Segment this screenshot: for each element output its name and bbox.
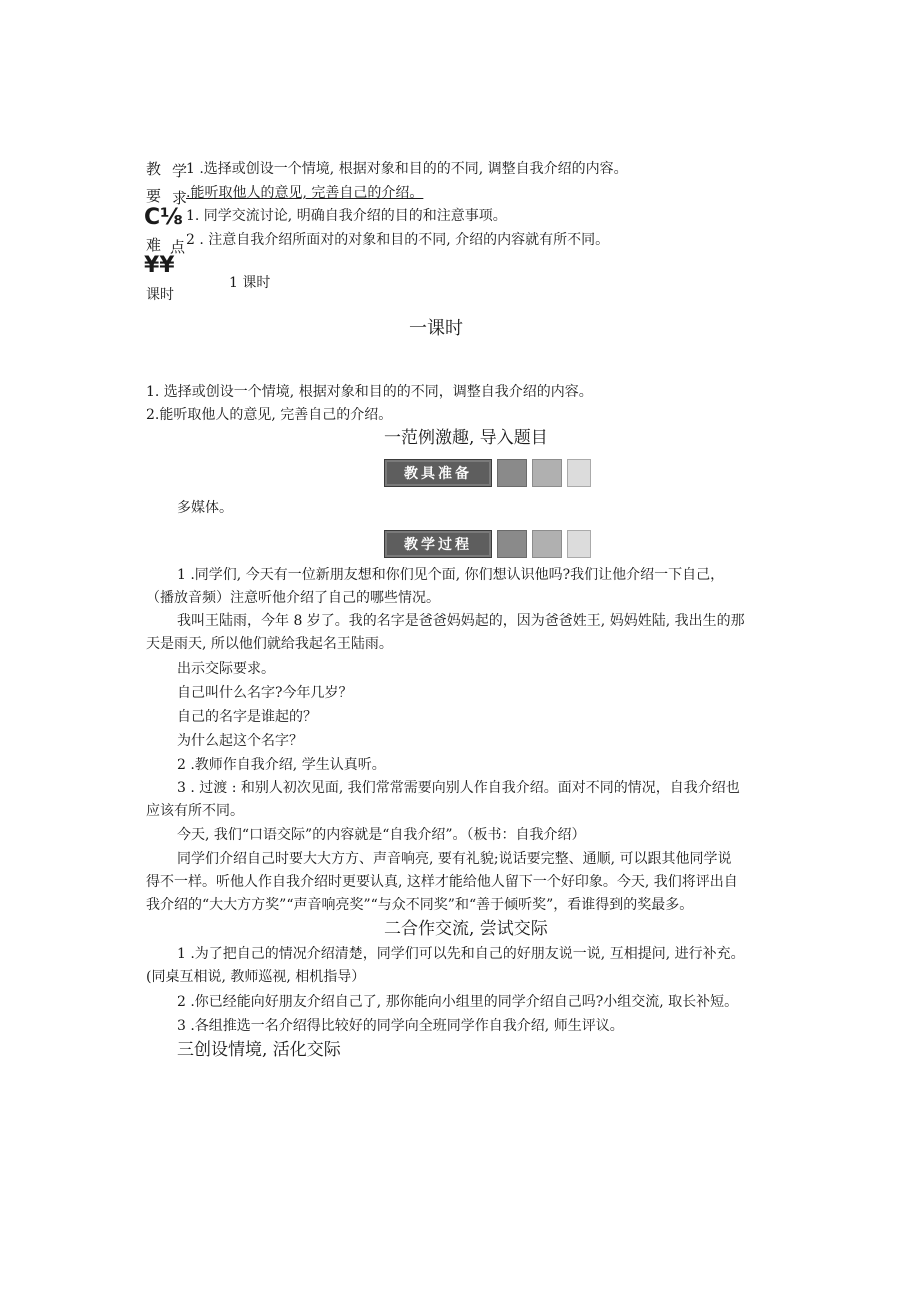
banner-tools-label: 教具准备 — [384, 459, 492, 487]
lesson-title: 一课时 — [409, 318, 463, 339]
section-1-heading: 一范例激趣, 导入题目 — [384, 428, 548, 448]
process-line: 我介绍的“大大方方奖”“声音响亮奖”“与众不同奖”和“善于倾听奖”，看谁得到的奖最多。 — [146, 897, 694, 913]
goal-1: 1. 选择或创设一个情境, 根据对象和目的的不同，调整自我介绍的内容。 — [146, 384, 593, 400]
process-line: 出示交际要求。 — [177, 661, 275, 677]
banner-block — [497, 459, 527, 487]
process-line: 2 .教师作自我介绍, 学生认真听。 — [177, 757, 386, 773]
banner-tools — [384, 459, 591, 487]
section-2-line: (同桌互相说, 教师巡视, 相机指导） — [146, 969, 366, 985]
difficulty-1: 1. 同学交流讨论, 明确自我介绍的目的和注意事项。 — [186, 208, 507, 224]
process-line: 我叫王陆雨，今年 8 岁了。我的名字是爸爸妈妈起的，因为爸爸姓王, 妈妈姓陆, 我出生的那 — [177, 613, 745, 629]
label-nan: 难 — [146, 236, 162, 254]
process-line: 得不一样。听他人作自我介绍时更要认真, 这样才能给他人留下一个好印象。今天, 我们将评出自 — [146, 874, 738, 890]
process-line: 应该有所不同。 — [146, 803, 244, 819]
difficulty-2: 2 . 注意自我介绍所面对的对象和目的不同, 介绍的内容就有所不同。 — [186, 232, 610, 248]
process-line: （播放音频）注意听他介绍了自己的哪些情况。 — [146, 590, 440, 606]
goal-2: 2.能听取他人的意见, 完善自己的介绍。 — [146, 407, 393, 423]
banner-process — [384, 530, 591, 558]
label-jiao: 教 — [146, 160, 162, 178]
class-hours: 1 课时 — [229, 275, 271, 291]
process-line: 3 . 过渡 : 和别人初次见面, 我们常常需要向别人作自我介绍。面对不同的情况，自我介绍也 — [177, 780, 740, 796]
process-line: 1 .同学们, 今天有一位新朋友想和你们见个面, 你们想认识他吗?我们让他介绍一下自己， — [177, 567, 725, 583]
process-line: 天是雨天, 所以他们就给我起名王陆雨。 — [146, 636, 393, 652]
banner-block — [567, 459, 591, 487]
label-dian: 点 — [170, 238, 186, 256]
process-line: 为什么起这个名字？ — [177, 733, 303, 749]
label-xue: 学 — [172, 162, 188, 180]
label-qiu: 求 — [172, 189, 188, 207]
section-2-line: 3 .各组推选一名介绍得比较好的同学向全班同学作自我介绍, 师生评议。 — [177, 1018, 624, 1034]
label-c18: C⅛ — [144, 205, 183, 230]
banner-block — [532, 530, 562, 558]
section-2-line: 1 .为了把自己的情况介绍清楚，同学们可以先和自己的好朋友说一说, 互相提问, 进行补充。 — [177, 946, 745, 962]
banner-block — [497, 530, 527, 558]
section-2-line: 2 .你已经能向好朋友介绍自己了, 那你能向小组里的同学介绍自己吗?小组交流, 取长补短。 — [177, 994, 739, 1010]
tools-text: 多媒体。 — [177, 500, 233, 516]
objective-1: 1 .选择或创设一个情境, 根据对象和目的的不同, 调整自我介绍的内容。 — [186, 161, 628, 177]
label-yao: 要 — [146, 187, 162, 205]
section-2-heading: 二合作交流, 尝试交际 — [384, 919, 548, 939]
process-line: 自己叫什么名字?今年几岁？ — [177, 685, 353, 701]
section-3-heading: 三创设情境, 活化交际 — [177, 1040, 341, 1060]
label-keshi: 课时 — [146, 287, 174, 303]
banner-block — [567, 530, 591, 558]
process-line: 自己的名字是谁起的？ — [177, 709, 317, 725]
process-line: 同学们介绍自己时要大大方方、声音响亮, 要有礼貌;说话要完整、通顺, 可以跟其他同学说 — [177, 851, 732, 867]
banner-process-label: 教学过程 — [384, 530, 492, 558]
label-yy: ¥¥ — [144, 253, 175, 278]
banner-block — [532, 459, 562, 487]
objective-2: .能听取他人的意见, 完善自己的介绍。 — [186, 185, 424, 201]
process-line: 今天, 我们“口语交际”的内容就是“自我介绍”。（板书：自我介绍） — [177, 827, 586, 843]
